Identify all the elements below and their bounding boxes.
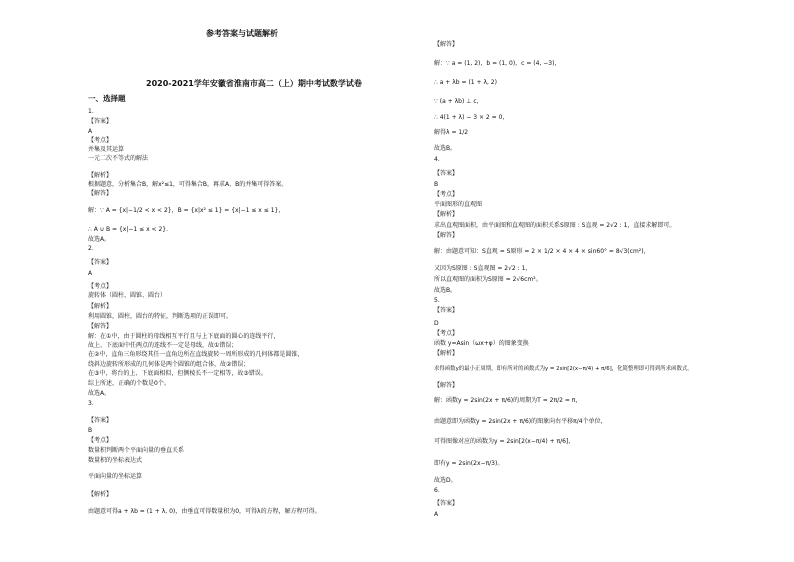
knowledge-item: 平面向量的坐标运算 <box>88 473 143 480</box>
knowledge-label: 【考点】 <box>434 330 459 337</box>
analysis-text: 由题意可得a + λb = (1 + λ, 0)，由垂直可得数量积为0，可得λ的方程，解方程可得。 <box>88 508 321 515</box>
analysis-text: 求得函数y的最小正周期，即有所对的函数式为y = 2sin[2(x−π/4) + π/6]，化简整理即可得到所求函数式。 <box>434 366 693 372</box>
knowledge-label: 【考点】 <box>88 283 113 290</box>
solution-text: 解：∵ A = {x|−1/2 < x < 2}，B = {x|x² ≤ 1} = {x|−1 ≤ x ≤ 1}， <box>88 207 285 214</box>
solution-label: 【解答】 <box>434 382 459 389</box>
solution-text: 又因为S原图 : S直观图 = 2√2 : 1， <box>434 265 532 272</box>
question-number: 5. <box>434 297 440 304</box>
knowledge-item: 数量积判断两个平面向量的垂直关系 <box>88 447 185 454</box>
answer-value: D <box>434 320 439 327</box>
answer-label: 【答案】 <box>434 500 459 507</box>
choice-text: 故选B。 <box>434 287 457 294</box>
choice-text: 故选D。 <box>434 477 457 484</box>
exam-subtitle: 2020-2021学年安徽省淮南市高二（上）期中考试数学试卷 <box>146 79 362 88</box>
analysis-text: 根据题意，分析集合B，解x²≤1，可得集合B，再求A、B的并集可得答案。 <box>88 181 288 188</box>
analysis-label: 【解析】 <box>434 211 459 218</box>
knowledge-item: 旋转体（圆柱、圆锥、圆台） <box>88 292 167 299</box>
solution-text: 即有y = 2sin(2x−π/3)。 <box>434 460 504 467</box>
knowledge-item: 一元二次不等式的解法 <box>88 155 149 162</box>
solution-text: ∴ 4(1 + λ) − 3 × 2 = 0， <box>434 114 509 121</box>
solution-text: 故上、下底面中任两点的连线不一定是母线，故①错误； <box>88 342 238 349</box>
page-title: 参考答案与试题解析 <box>206 29 278 38</box>
knowledge-item: 函数 y=Asin（ωx+φ）的图象变换 <box>434 340 529 347</box>
solution-label: 【解答】 <box>88 190 113 197</box>
solution-text: 由题意即为函数y = 2sin(2x + π/6)的图象向右平移π/4个单位， <box>434 418 607 425</box>
section-heading: 一、选择题 <box>88 94 126 103</box>
knowledge-item: 并集及其运算 <box>88 146 125 153</box>
knowledge-label: 【考点】 <box>434 191 459 198</box>
choice-text: 故选A。 <box>88 236 111 243</box>
knowledge-label: 【考点】 <box>88 437 113 444</box>
knowledge-item: 平面图形的直观图 <box>434 201 483 208</box>
solution-text: 所以直观图的面积为S原图 = 2√6cm²。 <box>434 276 542 283</box>
answer-value: A <box>434 511 439 518</box>
answer-label: 【答案】 <box>88 259 113 266</box>
solution-text: 绕斜边旋转所形成的几何体是两个圆锥的组合体，故②错误； <box>88 361 250 368</box>
answer-label: 【答案】 <box>434 307 459 314</box>
question-number: 2. <box>88 245 94 252</box>
question-number: 3. <box>88 400 94 407</box>
knowledge-item: 数量积的坐标表达式 <box>88 457 143 464</box>
answer-label: 【答案】 <box>434 170 459 177</box>
solution-text: 解：∵ a = (1, 2)，b = (1, 0)，c = (4, −3)， <box>434 60 561 67</box>
solution-text: ∴ A ∪ B = {x|−1 ≤ x < 2}. <box>88 226 169 233</box>
answer-label: 【答案】 <box>88 118 113 125</box>
solution-label: 【解答】 <box>434 41 459 48</box>
solution-text: 解：函数y = 2sin(2x + π/6)的周期为T = 2π/2 = π， <box>434 397 582 404</box>
analysis-label: 【解析】 <box>434 350 459 357</box>
solution-text: 在②中，直角三角形绕其任一直角边所在直线旋转一周所形成的几何体都是圆锥， <box>88 351 304 358</box>
analysis-text: 利用圆锥，圆柱，圆台的特征，判断选项的正误即可。 <box>88 313 233 320</box>
solution-label: 【解答】 <box>434 232 459 239</box>
analysis-label: 【解析】 <box>88 172 113 179</box>
solution-text: ∵ (a + λb) ⊥ c， <box>434 98 483 105</box>
solution-text: 解：由题意可知：S直观 = S原形 = 2 × 1/2 × 4 × 4 × sin60° = 8√3(cm²)， <box>434 248 650 255</box>
solution-label: 【解答】 <box>88 323 113 330</box>
question-number: 6. <box>434 487 440 494</box>
analysis-text: 求出直观图面积，由平面图和直观图的面积关系S原图 : S直观 = 2√2 : 1，直接求解即可。 <box>434 222 676 229</box>
solution-text: 在③中，将台的上、下底面相似，但侧棱长不一定相等，故③错误。 <box>88 370 267 377</box>
solution-text: 可得图像对应的函数为y = 2sin[2(x−π/4) + π/6]， <box>434 438 575 445</box>
answer-value: A <box>88 128 93 135</box>
solution-text: ∴ a + λb = (1 + λ, 2) <box>434 79 497 86</box>
choice-text: 故选A。 <box>88 390 111 397</box>
question-number: 1. <box>88 108 94 115</box>
answer-value: B <box>434 181 439 188</box>
solution-text: 解得λ = 1/2 <box>434 129 469 136</box>
answer-value: B <box>88 427 93 434</box>
answer-label: 【答案】 <box>88 417 113 424</box>
analysis-label: 【解析】 <box>88 491 113 498</box>
answer-value: A <box>88 270 93 277</box>
solution-text: 解：在①中，由于圆柱的母线相互平行且与上下底面的圆心的连线平行， <box>88 333 280 340</box>
choice-text: 故选B。 <box>434 145 457 152</box>
question-number: 4. <box>434 156 440 163</box>
solution-text: 综上所述，正确的个数是0个。 <box>88 380 170 387</box>
knowledge-label: 【考点】 <box>88 137 113 144</box>
analysis-label: 【解析】 <box>88 303 113 310</box>
